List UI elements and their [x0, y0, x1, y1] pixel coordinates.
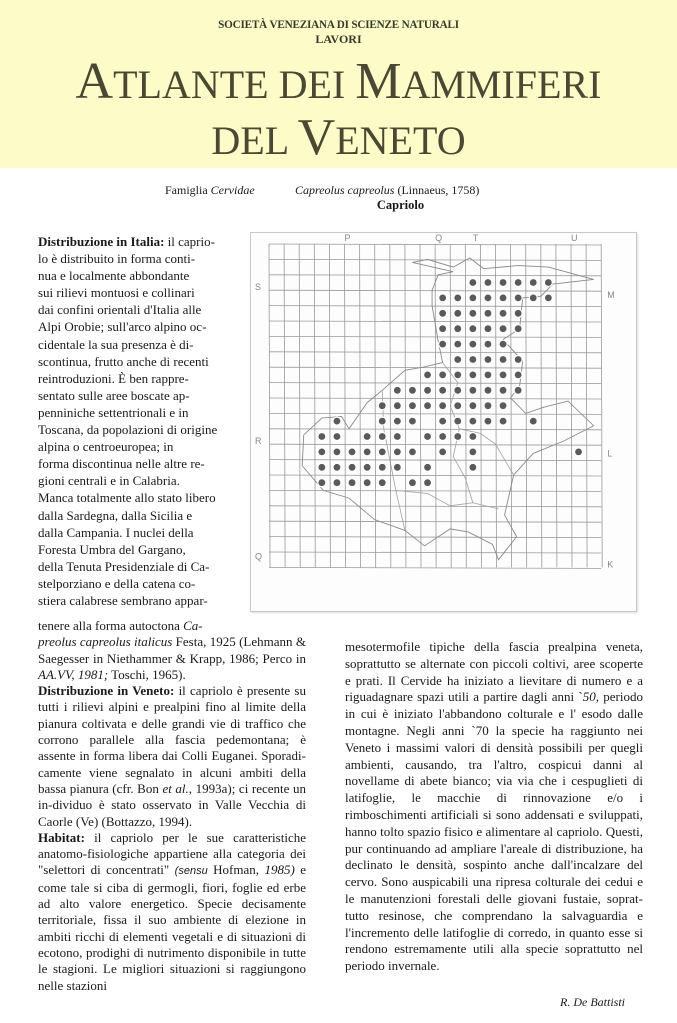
title-segment: V [297, 109, 336, 166]
grid-line-vertical [284, 244, 285, 567]
presence-dot [424, 433, 431, 440]
presence-dot [318, 464, 325, 471]
subspecies-name: preolus capreolus italicus [38, 634, 173, 650]
presence-dot [364, 449, 371, 456]
presence-dot [334, 464, 341, 471]
presence-dot [500, 279, 507, 286]
grid-line-vertical [314, 244, 315, 567]
veneto-region-outline [302, 258, 593, 560]
grid-line-vertical [496, 244, 497, 567]
presence-dot [469, 464, 476, 471]
italy-heading: Distribuzione in Italia: [38, 234, 168, 249]
grid-line-horizontal [269, 567, 601, 568]
text-line: stiera calabrese sembrano appar- [38, 592, 208, 608]
presence-dot [394, 433, 401, 440]
grid-line-horizontal [269, 506, 601, 507]
grid-line-vertical [480, 244, 481, 567]
text-line: sui rilievi montuosi e collinari [38, 285, 195, 301]
grid-line-vertical [360, 244, 361, 567]
grid-line-horizontal [269, 306, 601, 307]
veneto-heading: Distribuzione in Veneto: [38, 683, 175, 699]
grid-line-vertical [465, 244, 466, 567]
presence-dot [515, 356, 522, 363]
text-line: cidentale la sua presenza è di- [38, 336, 194, 352]
habitat-continuation [345, 639, 643, 975]
map-grid-letter: Q [435, 233, 443, 243]
grid-line-vertical [541, 244, 542, 567]
text-run-italic: et al. [162, 780, 189, 796]
presence-dot [454, 433, 461, 440]
text-line: Distribuzione in Italia: il caprio- [38, 234, 215, 249]
italy-continuation [38, 618, 306, 683]
distribution-italy-section [38, 233, 218, 609]
right-column-text [345, 639, 643, 975]
society-name: SOCIETÀ VENEZIANA DI SCIENZE NATURALI [218, 17, 459, 31]
map-grid-letter: M [607, 289, 615, 300]
common-name: Capriolo [376, 198, 425, 212]
text-line: reintroduzioni. È ben rappre- [38, 370, 189, 386]
presence-dot [500, 387, 507, 394]
presence-dot [409, 387, 416, 394]
grid-line-horizontal [269, 398, 601, 399]
presence-dot [454, 387, 461, 394]
left-column-text [38, 618, 306, 994]
presence-dot [515, 372, 522, 379]
presence-dot [469, 279, 476, 286]
text-run-italic: AA.VV, 1981; [38, 666, 109, 682]
grid-line-horizontal [269, 490, 601, 491]
species-name: Capreolus capreolus [295, 183, 395, 197]
grid-line-vertical [269, 244, 270, 567]
presence-dot [439, 433, 446, 440]
presence-dot [469, 325, 476, 332]
presence-dot [379, 449, 386, 456]
presence-dot [575, 449, 582, 456]
presence-dot [515, 310, 522, 317]
distribution-map [250, 232, 637, 612]
text-run: , 1993a); ci recente un in-dividuo è stato osservato in Valle Vecchia di Caorle (Ve) (Bottazzo, 1994). [38, 780, 307, 829]
title-segment: TLANTE DEI [113, 62, 356, 107]
presence-dot [454, 372, 461, 379]
presence-dot [454, 295, 461, 302]
presence-dot [469, 418, 476, 425]
presence-dot [379, 479, 386, 486]
presence-dot [454, 402, 461, 409]
family-name: Cervidae [210, 183, 255, 197]
presence-dot [379, 402, 386, 409]
presence-dot [485, 295, 492, 302]
grid-line-horizontal [269, 475, 601, 476]
map-grid-letter: L [607, 448, 613, 459]
grid-line-vertical [299, 244, 300, 567]
title-segment: A [75, 53, 114, 110]
presence-dot [500, 325, 507, 332]
presence-dot [424, 479, 431, 486]
text-line: alpina o centroeuropea; in [38, 439, 174, 455]
presence-dot [469, 372, 476, 379]
text-run-italic: 1985) [264, 862, 295, 878]
text-run: periodo in cui è iniziato l'abbandono colturale e l' esodo dalle montagne. Negli anni `70 la specie ha raggiunto nei Veneto i massimi valori di densità possibili per quegli ambienti, causando, tra l'altro, cospicui danni al novellame di abete bianco; via via che i cespuglieti di latifoglie, le macchie di rinnovazione e/o i rimboschimenti artificiali si sono addensati e sviluppati, hanno tolto spazio fisico e alimentare al capriolo. Questi, pur continuando ad ampliare l'areale di distribuzione, ha declinato le densità, sospinto anche dall'incalzare del cervo. Sono auspicabili una ripresa colturale dei cedui e le manutenzioni forestali delle giovani fustaie, soprat-tutto resinose, che comprendano la salvaguardia e l'incremento delle latifoglie di corredo, in quanto esse si rendono estremamente utili alla specie soprattutto nel periodo invernale. [345, 689, 643, 974]
grid-line-vertical [345, 244, 346, 567]
presence-dot [424, 464, 431, 471]
presence-dot [364, 464, 371, 471]
presence-dot [364, 479, 371, 486]
presence-dot [515, 387, 522, 394]
presence-dot [379, 433, 386, 440]
grid-line-horizontal [269, 552, 601, 553]
presence-dot [349, 449, 356, 456]
presence-dot [454, 418, 461, 425]
grid-line-horizontal [269, 244, 601, 245]
text-line: Alpi Orobie; sull'arco alpino oc- [38, 319, 207, 335]
grid-line-horizontal [269, 444, 601, 445]
presence-dot [439, 418, 446, 425]
presence-dot [439, 341, 446, 348]
text-line: Toscana, da popolazioni di origine [38, 422, 218, 438]
title-segment: DEL [211, 118, 298, 163]
presence-dot [469, 310, 476, 317]
presence-dot [409, 449, 416, 456]
text-line: della Tenuta Presidenziale di Ca- [38, 558, 210, 574]
presence-dot [485, 402, 492, 409]
presence-dot [394, 402, 401, 409]
presence-dot [530, 279, 537, 286]
presence-dot [500, 356, 507, 363]
text-run: Hofman, [207, 862, 265, 878]
text-run-italic: Ca- [183, 618, 203, 633]
grid-line-vertical [329, 244, 330, 567]
grid-line-horizontal [269, 537, 601, 538]
presence-dot [439, 387, 446, 394]
grid-line-vertical [405, 244, 406, 567]
presence-dot [485, 387, 492, 394]
distribution-map-svg [251, 233, 636, 611]
grid-line-horizontal [269, 383, 601, 384]
presence-dot [379, 418, 386, 425]
map-grid-letter: R [255, 436, 262, 447]
presence-dot [318, 479, 325, 486]
title-segment: ENETO [335, 118, 466, 163]
presence-dot [424, 402, 431, 409]
text-run: tenere alla forma autoctona [38, 618, 184, 633]
text-line: dai confini orientali d'Italia alle [38, 302, 202, 318]
grid-line-vertical [435, 244, 436, 567]
presence-dot [349, 479, 356, 486]
presence-dot [334, 433, 341, 440]
presence-dot [409, 418, 416, 425]
grid-line-horizontal [269, 352, 601, 353]
text-line: stelporziano e della catena co- [38, 575, 196, 591]
presence-dot [439, 372, 446, 379]
text-run: mesotermofile tipiche della fascia prealpina veneta, soprattutto se alternate con piccoli coltivi, aree scoperte e prati. Il Cervide ha iniziato a lievitare di numero e a riguadagnare spazi utili a partire dagli anni ` [345, 639, 643, 705]
presence-dot [409, 479, 416, 486]
grid-line-vertical [420, 244, 421, 567]
presence-dot [515, 279, 522, 286]
presence-dot [485, 341, 492, 348]
grid-line-vertical [556, 244, 557, 567]
text-run: il capriolo per le sue caratteristiche anatomo-fisiologiche appartiene alla categoria dei "selettori di concentrati" [38, 829, 306, 878]
grid-line-horizontal [269, 367, 601, 368]
text-run-italic: (sensu [174, 865, 208, 878]
presence-dot [439, 295, 446, 302]
presence-dot [500, 402, 507, 409]
species-label [295, 183, 479, 198]
presence-dot [500, 418, 507, 425]
presence-dot [394, 387, 401, 394]
grid-line-vertical [571, 244, 572, 567]
presence-dot [469, 433, 476, 440]
presence-dot [439, 325, 446, 332]
grid-line-vertical [390, 244, 391, 567]
family-prefix: Famiglia [165, 183, 208, 197]
presence-dot [500, 372, 507, 379]
presence-dot [379, 464, 386, 471]
title-segment: AMMIFERI [401, 62, 602, 107]
grid-line-vertical [511, 244, 512, 567]
presence-dot [500, 295, 507, 302]
presence-dot [318, 449, 325, 456]
presence-dot [469, 449, 476, 456]
presence-dot [454, 325, 461, 332]
presence-dot [334, 479, 341, 486]
header-banner [0, 0, 677, 168]
text-run: il capriolo è presente su tutti i rilievi alpini e prealpini fino al limite della pianura coltivata e delle grandi vie di traffico che corrono parallele alla fascia pedemontana; è assente in forma libera dai Colli Euganei. Sporadi-camente viene segnalato in alcuni ambiti della bassa pianura (cfr. Bon [38, 683, 306, 796]
map-grid-letter: S [255, 282, 262, 293]
presence-dot [424, 387, 431, 394]
presence-dot [439, 449, 446, 456]
atlas-title-line-2 [0, 110, 677, 169]
grid-line-horizontal [269, 290, 601, 291]
text-line: gioni centrali e in Calabria. [38, 473, 180, 489]
presence-dot [469, 402, 476, 409]
habitat-section [38, 830, 306, 994]
grid-line-horizontal [269, 275, 601, 276]
distribution-veneto-section [38, 683, 306, 830]
text-line: dalla Campania. I nuclei della [38, 524, 194, 540]
presence-dot [515, 325, 522, 332]
province-boundary [459, 429, 513, 475]
presence-dot [485, 418, 492, 425]
text-line: Manca totalmente allo stato libero [38, 490, 216, 506]
presence-dot [545, 295, 552, 302]
presence-dot [439, 310, 446, 317]
text-run: Festa, 1925 (Lehmann & Saegesser in Niethammer & Krapp, 1986; Perco in [38, 634, 306, 666]
presence-dot [530, 418, 537, 425]
presence-dot [469, 341, 476, 348]
map-grid-letter: Q [255, 551, 263, 562]
presence-dot [500, 341, 507, 348]
grid-line-horizontal [269, 336, 601, 337]
presence-dot [454, 341, 461, 348]
species-authority: (Linnaeus, 1758) [397, 183, 480, 197]
atlas-title-line-1 [0, 54, 677, 113]
text-run: e come tale si ciba di germogli, fiori, foglie ed erbe ad alto valore energetico. Specie decisamente territoriale, fissa il suo ambiente di elezione in ambiti ricchi di elementi vegetali e di situazioni di ecotono, prodighi di nutrimento disponibile in tutte le stagioni. Le migliori situazioni si raggiungono nelle stazioni [38, 862, 306, 993]
grid-line-vertical [375, 244, 376, 567]
presence-dot [364, 433, 371, 440]
grid-line-vertical [586, 244, 587, 567]
presence-dot [469, 387, 476, 394]
family-label [165, 183, 255, 198]
presence-dot [454, 310, 461, 317]
text-line: nua e localmente abbondante [38, 268, 190, 284]
presence-dot [424, 372, 431, 379]
presence-dot [545, 279, 552, 286]
text-line: forma discontinua nelle altre re- [38, 456, 205, 472]
grid-line-horizontal [269, 429, 601, 430]
presence-dot [334, 449, 341, 456]
grid-line-vertical [526, 244, 527, 567]
text-line: dalla Sardegna, dalla Sicilia e [38, 507, 193, 523]
author-signature: R. De Battisti [560, 995, 625, 1009]
map-grid-letter: K [607, 559, 614, 570]
grid-line-horizontal [269, 460, 601, 461]
text-line: sentato sulle aree boscate ap- [38, 387, 190, 403]
title-segment: M [355, 53, 402, 110]
presence-dot [454, 356, 461, 363]
text-line: scontinua, frutto anche di recenti [38, 353, 209, 369]
presence-dot [469, 295, 476, 302]
presence-dot [439, 402, 446, 409]
map-grid-letter: P [344, 233, 351, 243]
presence-dot [334, 418, 341, 425]
text-line: penniniche settentrionali e in [38, 404, 189, 420]
presence-dot [500, 310, 507, 317]
presence-dot [485, 356, 492, 363]
grid-line-horizontal [269, 521, 601, 522]
presence-dot [485, 310, 492, 317]
presence-dot [530, 295, 537, 302]
text-line: lo è distribuito in forma conti- [38, 251, 196, 267]
presence-dot [394, 418, 401, 425]
presence-dot [409, 402, 416, 409]
presence-dot [469, 356, 476, 363]
presence-dot [515, 295, 522, 302]
presence-dot [318, 433, 325, 440]
presence-dot [394, 464, 401, 471]
text-run: Toschi, 1965). [108, 666, 186, 682]
presence-dot [485, 372, 492, 379]
series-name: LAVORI [315, 32, 362, 46]
text-run-italic: 50, [582, 689, 600, 705]
grid-line-horizontal [269, 413, 601, 414]
map-grid-letter: T [472, 233, 479, 243]
presence-dot [394, 449, 401, 456]
presence-dot [349, 464, 356, 471]
presence-dot [485, 279, 492, 286]
habitat-heading: Habitat: [38, 829, 85, 845]
grid-line-horizontal [269, 259, 601, 260]
map-grid-letter: U [571, 233, 578, 243]
grid-line-vertical [601, 244, 602, 567]
presence-dot [485, 325, 492, 332]
text-line: Foresta Umbra del Gargano, [38, 541, 186, 557]
